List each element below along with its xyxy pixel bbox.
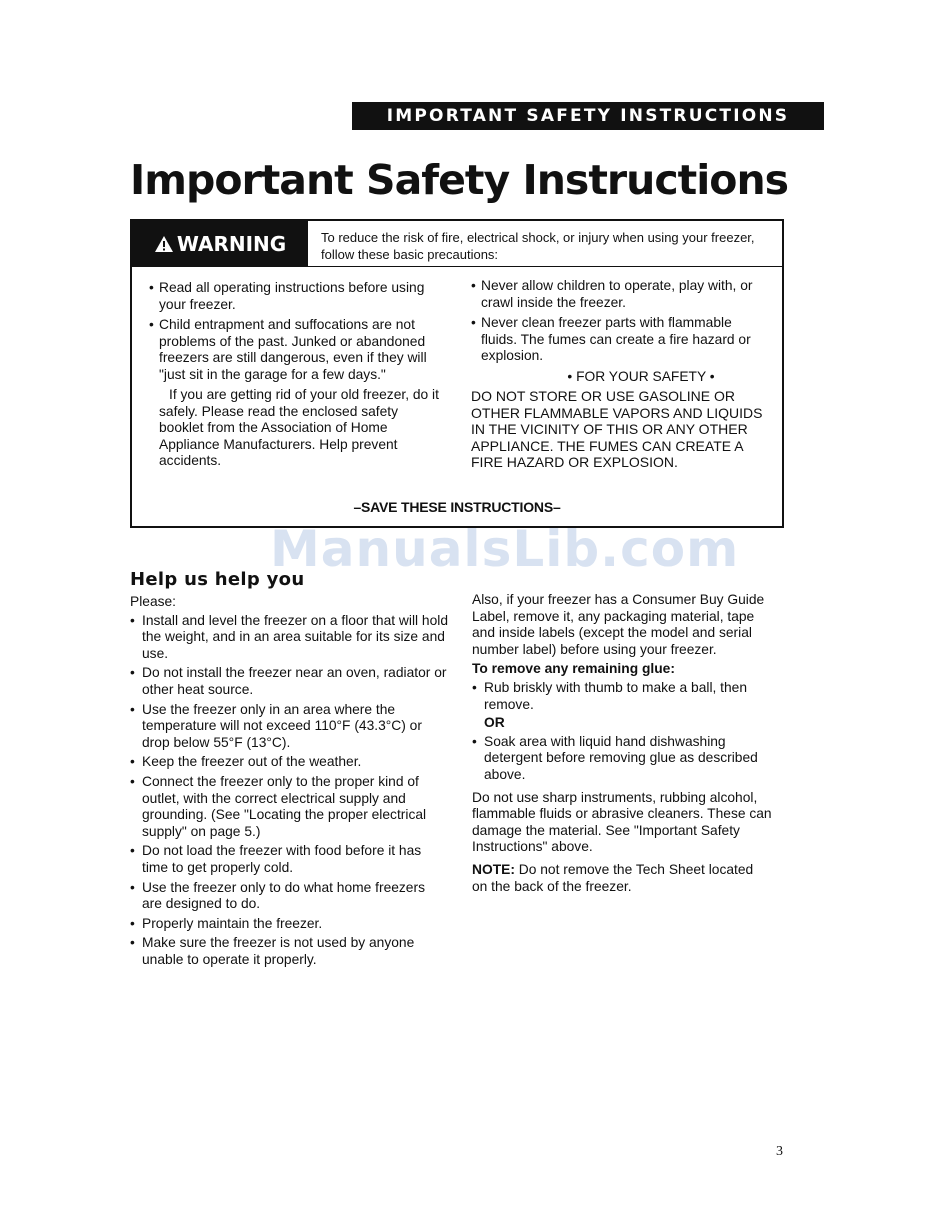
warning-left-column — [149, 280, 444, 470]
help-left-column — [130, 594, 448, 971]
glue-list — [472, 680, 772, 713]
warning-triangle-icon — [154, 235, 174, 253]
list-item: • Use the freezer only in an area where the temperature will not exceed 110°F (43.3°C) or drop below 55°F (13°C). — [130, 702, 448, 752]
warning-label — [132, 221, 308, 267]
cleaning-caution: Do not use sharp instruments, rubbing alcohol, flammable fluids or abrasive cleaners. These can damage the material. See "Important Safety Instructions" above. — [472, 789, 772, 855]
page-number: 3 — [776, 1144, 783, 1159]
help-section-heading: Help us help you — [130, 569, 305, 590]
warning-left-list — [149, 280, 444, 383]
glue-heading: To remove any remaining glue: — [472, 661, 675, 677]
note-text: Do not remove the Tech Sheet located on the back of the freezer. — [472, 861, 754, 894]
disposal-paragraph — [149, 387, 444, 470]
list-item: • Soak area with liquid hand dishwashing detergent before removing glue as described above. — [472, 734, 772, 784]
label-removal-paragraph: Also, if your freezer has a Consumer Buy Guide Label, remove it, any packaging material, tape and inside labels (except the model and serial number label) before using your freezer. — [472, 592, 765, 657]
section-header-text: IMPORTANT SAFETY INSTRUCTIONS — [386, 106, 790, 126]
disposal-text: If you are getting rid of your old freezer, do it safely. Please read the enclosed safety booklet from the Association of Home Appliance Manufacturers. Help prevent accidents. — [159, 387, 439, 468]
safety-heading: • FOR YOUR SAFETY • — [567, 368, 715, 384]
section-header-band — [352, 102, 824, 130]
tech-sheet-note — [472, 862, 772, 895]
list-item: • Child entrapment and suffocations are not problems of the past. Junked or abandoned freezers are still dangerous, even if they will "just sit in the garage for a few days." — [149, 317, 444, 383]
please-label: Please: — [130, 594, 177, 609]
note-label: NOTE: — [472, 861, 515, 877]
help-right-column — [472, 592, 772, 898]
or-label: OR — [484, 715, 505, 731]
warning-intro: To reduce the risk of fire, electrical shock, or injury when using your freezer, follow these basic precautions: — [321, 230, 755, 262]
page-title: Important Safety Instructions — [130, 156, 789, 204]
help-list — [130, 613, 448, 969]
gasoline-warning-text: DO NOT STORE OR USE GASOLINE OR OTHER FLAMMABLE VAPORS AND LIQUIDS IN THE VICINITY OF THIS OR ANY OTHER APPLIANCE. THE FUMES CAN CREATE A FIRE HAZARD OR EXPLOSION. — [471, 388, 763, 471]
list-item: • Never allow children to operate, play with, or crawl inside the freezer. — [471, 278, 771, 311]
warning-right-list — [471, 278, 771, 365]
list-item: • Connect the freezer only to the proper kind of outlet, with the correct electrical supply and grounding. (See "Locating the proper electrical supply" on page 5.) — [130, 774, 448, 840]
list-item: • Properly maintain the freezer. — [130, 916, 448, 933]
list-item: • Install and level the freezer on a floor that will hold the weight, and in an area suitable for its size and use. — [130, 613, 448, 663]
list-item: • Use the freezer only to do what home freezers are designed to do. — [130, 880, 448, 913]
warning-right-column — [471, 278, 771, 471]
list-item: • Make sure the freezer is not used by anyone unable to operate it properly. — [130, 935, 448, 968]
watermark: ManualsLib.com — [270, 520, 740, 578]
list-item: • Do not install the freezer near an oven, radiator or other heat source. — [130, 665, 448, 698]
list-item: • Never clean freezer parts with flammable fluids. The fumes can create a fire hazard or explosion. — [471, 315, 771, 365]
warning-label-text: WARNING — [176, 232, 287, 256]
warning-box — [130, 219, 784, 528]
list-item: • Rub briskly with thumb to make a ball, then remove. — [472, 680, 772, 713]
list-item: • Do not load the freezer with food before it has time to get properly cold. — [130, 843, 448, 876]
list-item: • Keep the freezer out of the weather. — [130, 754, 448, 771]
glue-list-alt — [472, 734, 772, 784]
save-instructions: –SAVE THESE INSTRUCTIONS– — [353, 499, 561, 515]
list-item: • Read all operating instructions before using your freezer. — [149, 280, 444, 313]
warning-divider — [132, 266, 782, 267]
